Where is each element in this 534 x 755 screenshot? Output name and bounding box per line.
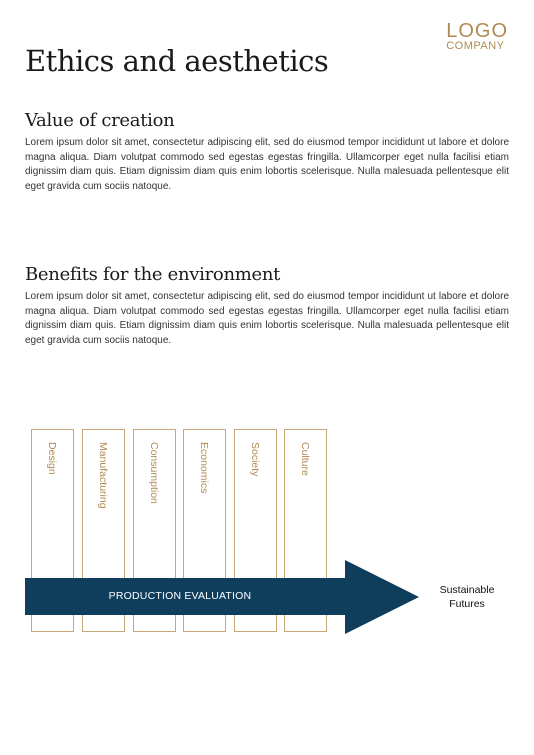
section-body-benefits-environment: Lorem ipsum dolor sit amet, consectetur adipiscing elit, sed do eiusmod tempor incididunt ut labore et dolore magna aliqua. Diam volutpat commodo sed egestas egestas fringilla. Ullamcorper eget nulla facilisi etiam dignissim diam quis. Etiam dignissim diam quis enim lobortis scelerisque. Nulla malesuada pellentesque elit eget gravida cum sociis natoque.: [25, 291, 509, 346]
diagram-column-label: Society: [249, 442, 261, 477]
target-line-1: Sustainable: [439, 584, 495, 596]
target-line-2: Futures: [449, 598, 485, 610]
arrow-head: [345, 560, 419, 634]
diagram-column-label: Design: [46, 442, 58, 475]
logo-company-text: COMPANY: [446, 40, 505, 52]
logo-text: LOGO: [446, 20, 508, 42]
arrow-label: PRODUCTION EVALUATION: [108, 590, 252, 602]
arrow-target-label: [428, 583, 506, 611]
section-heading-benefits-environment: Benefits for the environment: [25, 264, 281, 285]
diagram-column-label: Economics: [198, 442, 210, 494]
diagram-column-label: Manufacturing: [97, 442, 109, 509]
diagram-column-label: Culture: [299, 442, 311, 476]
section-heading-value-of-creation: Value of creation: [25, 110, 175, 131]
company-logo: [446, 22, 508, 52]
diagram-column-label: Consumption: [148, 442, 160, 504]
section-body-value-of-creation: Lorem ipsum dolor sit amet, consectetur adipiscing elit, sed do eiusmod tempor incididunt ut labore et dolore magna aliqua. Diam volutpat commodo sed egestas egestas fringilla. Ullamcorper eget nulla facilisi etiam dignissim diam quis. Etiam dignissim diam quis enim lobortis scelerisque. Nulla malesuada pellentesque elit eget gravida cum sociis natoque.: [25, 137, 509, 192]
page-title: Ethics and aesthetics: [25, 44, 329, 78]
